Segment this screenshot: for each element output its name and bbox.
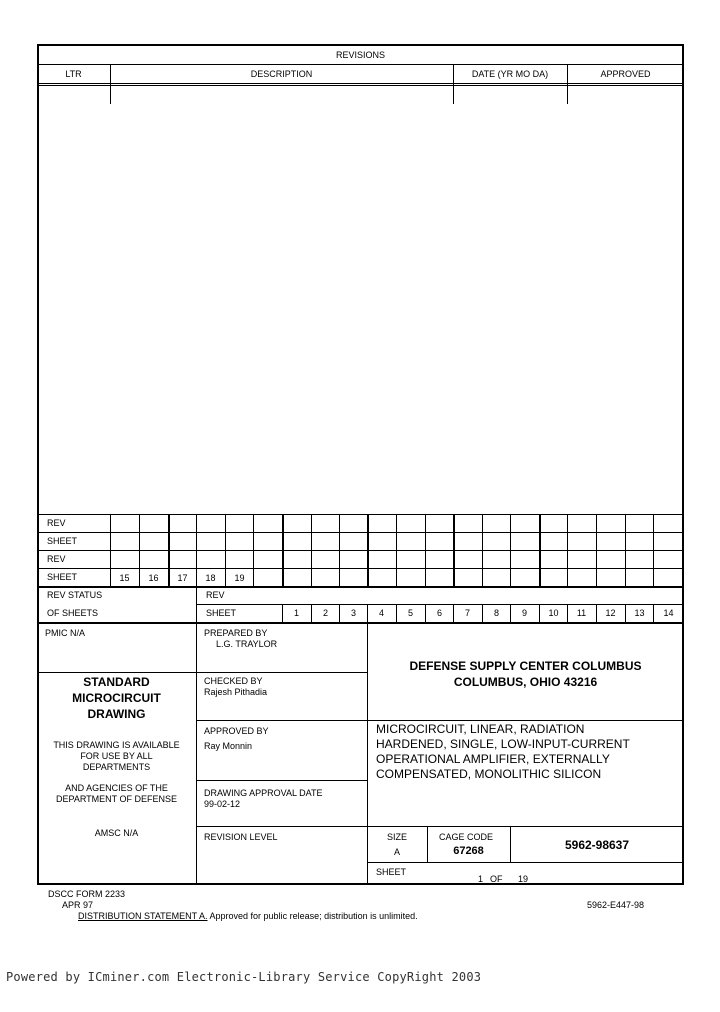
grid-vline	[510, 514, 511, 586]
standard-microcircuit-drawing: STANDARD MICROCIRCUIT DRAWING	[72, 675, 161, 721]
sheet-label: SHEET	[206, 608, 237, 618]
sheet-number: 6	[436, 608, 442, 618]
size-value: A	[393, 847, 400, 857]
rev-status-label: REV STATUS	[47, 590, 103, 600]
revision-level-label: REVISION LEVEL	[204, 832, 278, 842]
sheet-total: 19	[518, 874, 529, 884]
grid-vline	[425, 514, 426, 586]
sheet-number: 17	[177, 573, 188, 583]
form-name: DSCC FORM 2233	[48, 889, 126, 899]
grid-vline	[482, 514, 483, 586]
availability-statement: THIS DRAWING IS AVAILABLE FOR USE BY ALL DEPARTMENTS	[53, 740, 180, 772]
sheet-of: OF	[490, 874, 503, 884]
dscc-address: DEFENSE SUPPLY CENTER COLUMBUS COLUMBUS, OHIO 43216	[409, 659, 642, 689]
approval-date-label: DRAWING APPROVAL DATE	[204, 788, 323, 798]
distribution-statement: DISTRIBUTION STATEMENT A. Approved for public release; distribution is unlimited.	[78, 911, 418, 921]
sheet-number: 13	[634, 608, 645, 618]
grid-vline	[367, 514, 369, 586]
row-rev-2: REV	[47, 554, 66, 564]
cage-code-label: CAGE CODE	[439, 832, 494, 842]
sheet-number: 11	[576, 608, 587, 618]
grid-vline	[453, 514, 455, 586]
revisions-title: REVISIONS	[335, 50, 385, 60]
col-approved: APPROVED	[600, 69, 651, 79]
cage-code-value: 67268	[453, 845, 484, 857]
rev-label: REV	[206, 590, 225, 600]
checked-by-label: CHECKED BY	[204, 676, 263, 686]
prepared-by-label: PREPARED BY	[204, 628, 268, 638]
grid-vline	[567, 514, 568, 586]
form-date: APR 97	[62, 900, 94, 910]
sheet-number: 12	[605, 608, 616, 618]
drawing-title: MICROCIRCUIT, LINEAR, RADIATION HARDENED, SINGLE, LOW-INPUT-CURRENT OPERATIONAL AMPLIFIER, EXTERNALLY COMPENSATED, MONOLITHIC SILICON	[376, 722, 630, 781]
grid-vline	[311, 514, 312, 586]
col-date: DATE (YR MO DA)	[471, 69, 549, 79]
sheet-number: 7	[464, 608, 470, 618]
row-sheet-2: SHEET	[47, 572, 78, 582]
grid-vline	[596, 514, 597, 586]
agencies-statement: AND AGENCIES OF THE DEPARTMENT OF DEFENSE	[55, 783, 178, 804]
sheet-number: 18	[205, 573, 216, 583]
sheet-number: 19	[234, 573, 245, 583]
sheet-number: 3	[350, 608, 356, 618]
sheet-number: 15	[119, 573, 130, 583]
grid-vline	[396, 514, 397, 586]
sheet-number: 9	[521, 608, 527, 618]
checked-by-name: Rajesh Pithadia	[204, 687, 268, 697]
approval-date-value: 99-02-12	[204, 799, 241, 809]
drawing-number: 5962-98637	[564, 838, 630, 852]
sheet-current: 1	[478, 874, 484, 884]
sheet-footer-label: SHEET	[376, 867, 407, 877]
col-description: DESCRIPTION	[250, 69, 313, 79]
watermark-footer: Powered by ICminer.com Electronic-Library Service CopyRight 2003	[6, 970, 482, 984]
sheet-number: 8	[493, 608, 499, 618]
pmic: PMIC N/A	[45, 628, 86, 638]
sheet-number: 16	[148, 573, 159, 583]
prepared-by-name: L.G. TRAYLOR	[216, 639, 278, 649]
grid-vline	[539, 514, 541, 586]
grid-vline	[653, 514, 654, 586]
sheet-number: 4	[378, 608, 384, 618]
row-rev-1: REV	[47, 518, 66, 528]
sheet-number: 10	[548, 608, 559, 618]
sheet-number: 1	[293, 608, 299, 618]
of-sheets-label: OF SHEETS	[47, 608, 99, 618]
size-label: SIZE	[386, 832, 407, 842]
approved-by-label: APPROVED BY	[204, 726, 269, 736]
sheet-number: 14	[663, 608, 674, 618]
amsc: AMSC N/A	[94, 828, 139, 838]
form-number: 5962-E447-98	[587, 900, 645, 910]
grid-vline	[282, 514, 284, 586]
approved-by-name: Ray Monnin	[204, 741, 253, 751]
col-ltr: LTR	[65, 69, 82, 79]
grid-vline	[625, 514, 626, 586]
grid-vline	[339, 514, 340, 586]
row-sheet-1: SHEET	[47, 536, 78, 546]
sheet-number: 2	[322, 608, 328, 618]
sheet-number: 5	[407, 608, 413, 618]
